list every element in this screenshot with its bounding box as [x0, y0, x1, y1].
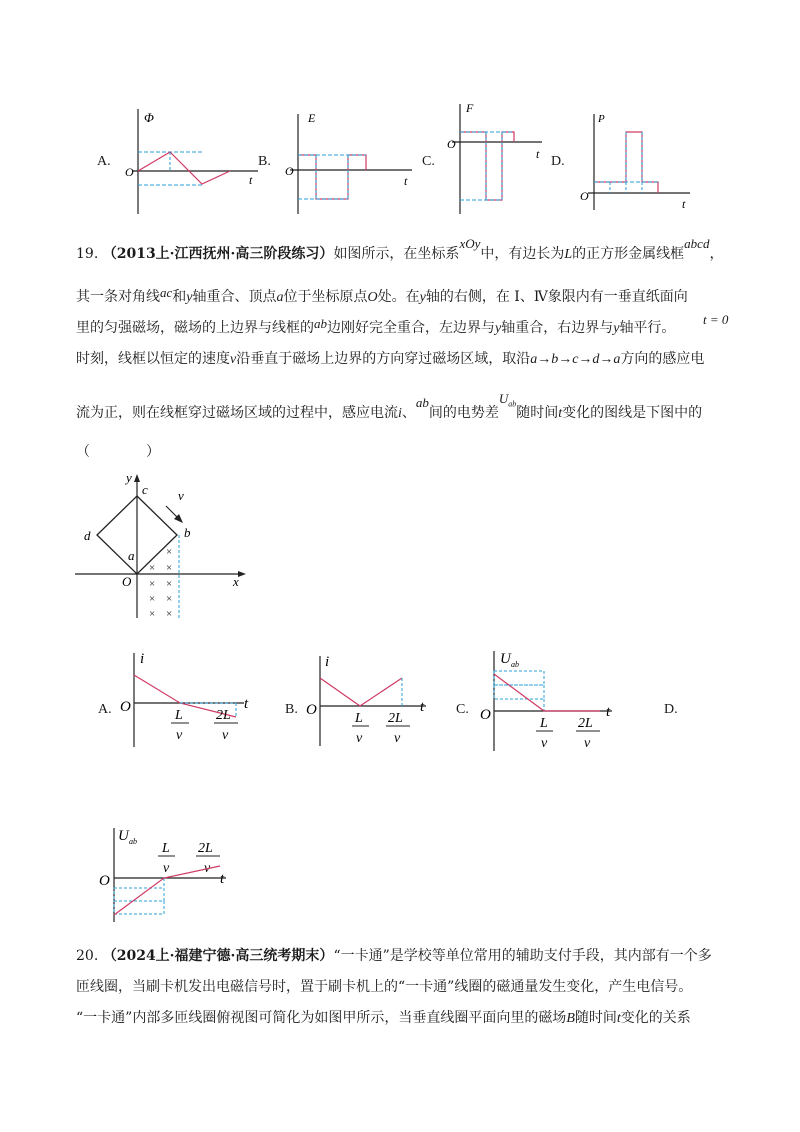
text: 方向的感应电 — [620, 351, 705, 367]
y-axis-sub: ab — [511, 660, 519, 669]
math: y — [613, 321, 620, 336]
q19-line-2 — [76, 287, 736, 308]
q19-answer-blank: （ ） — [76, 444, 160, 460]
tick-2-den: v — [222, 728, 229, 743]
option-b-label: B. — [258, 154, 271, 169]
text: 如图所示，在坐标系 — [333, 246, 460, 262]
origin-label: O — [580, 189, 589, 203]
math: O — [367, 290, 378, 305]
q20-line-3 — [76, 1008, 736, 1029]
tick-1-den: v — [163, 861, 170, 876]
text: 随时间 — [574, 1010, 617, 1026]
ref-box — [114, 901, 164, 914]
text: 和 — [172, 289, 187, 305]
math: abcd — [684, 236, 710, 251]
text: 间的电势差 — [428, 405, 499, 421]
x-axis-label: t — [404, 174, 408, 188]
label-d: d — [84, 528, 91, 543]
math: y — [186, 290, 193, 305]
text: ， — [709, 246, 724, 262]
q19-number: 19. — [76, 246, 99, 262]
label-v: v — [178, 488, 184, 503]
cross-mark: × — [149, 593, 156, 605]
origin-label: O — [285, 164, 294, 178]
text: 轴的右侧，在 Ⅰ、Ⅳ象限内有一垂直纸面向 — [425, 289, 688, 305]
y-axis-label: U — [118, 828, 129, 844]
option-c-label: C. — [456, 702, 469, 717]
text: 流为正，则在线框穿过磁场区域的过程中，感应电流 — [76, 405, 398, 421]
x-axis-label: t — [220, 871, 225, 887]
chart-mid-d — [96, 822, 246, 926]
cross-mark: × — [149, 578, 156, 590]
y-axis-label: i — [140, 651, 145, 667]
text: 的正方形金属线框 — [572, 246, 685, 262]
q20-number: 20. — [76, 948, 99, 964]
option-a-label: A. — [98, 702, 112, 717]
option-c-label: C. — [422, 154, 435, 169]
y-axis-label: P — [598, 113, 605, 125]
text: 随时间 — [516, 405, 559, 421]
cross-mark: × — [149, 608, 156, 620]
x-axis-label: t — [244, 696, 249, 712]
math-sub: ab — [508, 399, 517, 409]
text: 其一条对角线 — [76, 289, 160, 305]
label-O: O — [122, 574, 132, 589]
text: 处。在 — [377, 289, 420, 305]
q20-source: （2024上·福建宁德·高三统考期末） — [102, 948, 334, 964]
origin-label: O — [480, 707, 491, 723]
field-crosses — [149, 546, 172, 620]
option-d-label: D. — [664, 702, 678, 717]
math: ab — [314, 316, 327, 331]
math: ac — [160, 285, 173, 300]
y-axis-label: i — [325, 654, 330, 670]
x-axis-label: t — [682, 197, 686, 211]
chart-mid-a — [116, 645, 256, 765]
math: xOy — [459, 236, 481, 251]
text: 变化的关系 — [620, 1010, 691, 1026]
y-axis-sub: ab — [129, 837, 137, 846]
origin-label: O — [99, 873, 110, 889]
chart-mid-b — [302, 650, 442, 750]
math: a — [276, 290, 284, 305]
q19-figure — [70, 468, 260, 628]
math: t — [616, 1011, 621, 1026]
math: y — [495, 321, 502, 336]
x-axis-label: t — [249, 173, 253, 187]
origin-label: O — [125, 165, 134, 179]
math: L — [564, 247, 573, 262]
chart-mid-c — [476, 645, 626, 755]
tick-2-num: 2L — [198, 841, 213, 856]
text: 、 — [401, 405, 416, 421]
text: 中，有边长为 — [480, 246, 565, 262]
text: 轴重合、顶点 — [192, 289, 277, 305]
text: 边刚好完全重合，左边界与 — [327, 320, 495, 336]
chart-top-b — [280, 108, 420, 218]
cross-mark: × — [166, 562, 173, 574]
label-b: b — [184, 525, 191, 540]
math: t — [558, 406, 563, 421]
math: U — [498, 391, 509, 406]
chart-top-a — [120, 104, 260, 219]
tick-1-num: L — [175, 708, 183, 723]
q19-line-1 — [76, 236, 736, 265]
math: ab — [415, 395, 429, 410]
option-b-label: B. — [285, 702, 298, 717]
cross-mark: × — [166, 608, 173, 620]
tick-2-den: v — [394, 731, 401, 746]
math-t0: t = 0 — [703, 312, 729, 327]
text: 位于坐标原点 — [283, 289, 368, 305]
math: v — [230, 352, 237, 367]
q20-line-1 — [76, 946, 736, 966]
math: B — [566, 1011, 575, 1026]
cross-mark: × — [166, 593, 173, 605]
q19-line-4 — [76, 349, 736, 370]
q19-line-3 — [76, 318, 736, 339]
y-axis-label: F — [466, 101, 474, 115]
chart-top-d — [578, 110, 698, 220]
curve — [494, 674, 600, 711]
q19-source: （2013上·江西抚州·高三阶段练习） — [102, 246, 334, 262]
arrow-icon — [134, 474, 140, 482]
tick-1-num: L — [162, 841, 170, 856]
label-c: c — [142, 482, 148, 497]
tick-1-den: v — [541, 736, 548, 751]
x-axis-label: t — [536, 147, 540, 161]
y-axis-label: Φ — [144, 110, 154, 125]
origin-label: O — [306, 702, 317, 718]
q19-line-5 — [76, 391, 736, 429]
tick-2-den: v — [584, 736, 591, 751]
label-x: x — [233, 574, 239, 589]
math: y — [419, 290, 426, 305]
label-a: a — [128, 548, 135, 563]
y-axis-label: E — [308, 111, 316, 125]
text: 轴重合，右边界与 — [501, 320, 614, 336]
label-y: y — [126, 470, 132, 485]
ref-box — [494, 671, 544, 685]
arrow-icon — [238, 571, 246, 577]
tick-1-den: v — [356, 731, 363, 746]
text: 沿垂直于磁场上边界的方向穿过磁场区域，取沿 — [236, 351, 531, 367]
curve — [320, 678, 402, 706]
tick-2-num: 2L — [578, 716, 593, 731]
q20-line-2: 匝线圈，当刷卡机发出电磁信号时，置于刷卡机上的“一卡通”线圈的磁通量发生变化，产生电信号。 — [76, 979, 693, 995]
cross-mark: × — [166, 546, 173, 558]
text: 里的匀强磁场，磁场的上边界与线框的 — [76, 320, 314, 336]
tick-2-den: v — [204, 861, 211, 876]
math: a→b→c→d→a — [530, 352, 621, 367]
tick-1-num: L — [540, 716, 548, 731]
math: i — [398, 406, 402, 421]
tick-2-num: 2L — [216, 708, 231, 723]
text: 轴平行。 — [619, 320, 676, 336]
x-axis-label: t — [420, 699, 425, 715]
option-a-label: A. — [97, 154, 111, 169]
tick-1-num: L — [355, 711, 363, 726]
text: “一卡通”内部多匝线圈俯视图可简化为如图甲所示，当垂直线圈平面向里的磁场 — [76, 1010, 567, 1026]
y-axis-label: U — [500, 651, 511, 667]
curve — [298, 155, 366, 199]
curve — [138, 152, 230, 184]
tick-1-den: v — [176, 728, 183, 743]
text: 时刻，线框以恒定的速度 — [76, 351, 230, 367]
ref-box — [114, 888, 164, 901]
cross-mark: × — [166, 578, 173, 590]
tick-2-num: 2L — [388, 711, 403, 726]
x-axis-label: t — [606, 704, 611, 720]
option-d-label: D. — [551, 154, 565, 169]
origin-label: O — [447, 137, 456, 151]
cross-mark: × — [149, 562, 156, 574]
text: “一卡通”是学校等单位常用的辅助支付手段，其内部有一个多 — [333, 948, 712, 964]
origin-label: O — [120, 699, 131, 715]
text: 变化的图线是下图中的 — [562, 405, 703, 421]
